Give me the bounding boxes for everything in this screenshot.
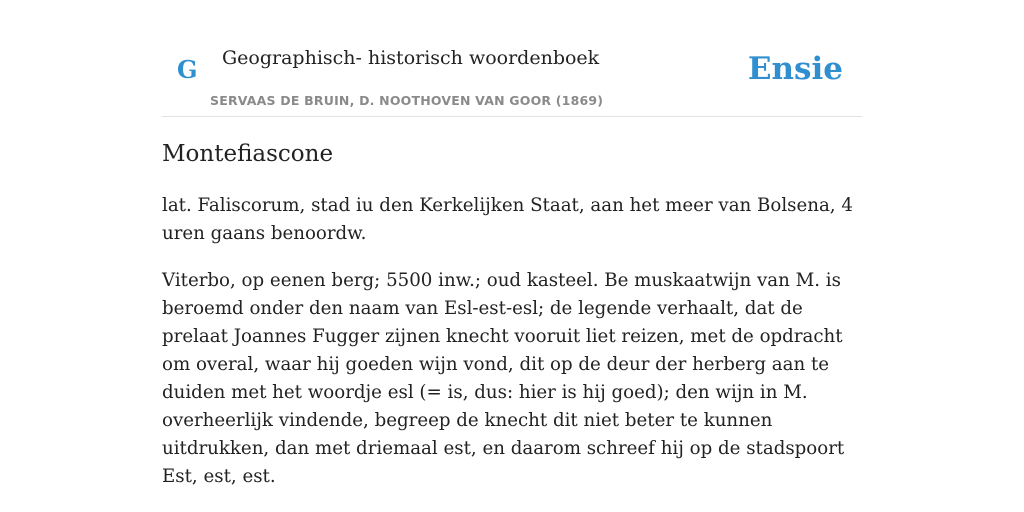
book-header [162, 0, 862, 117]
ensie-brand-link[interactable]: Ensie [747, 51, 843, 87]
page-container [162, 0, 862, 512]
entry-paragraph: lat. Faliscorum, stad iu den Kerkelijken Staat, aan het meer van Bolsena, 4 uren gaans benoordw. [162, 195, 853, 244]
book-title-link[interactable]: Geographisch- historisch woordenboek [222, 47, 600, 69]
entry-title: Montefiascone [162, 141, 334, 167]
entry-body [162, 192, 862, 510]
entry-paragraph: Viterbo, op eenen berg; 5500 inw.; oud kasteel. Be muskaatwijn van M. is beroemd onder den naam van Esl-est-esl; de legende verhaalt, dat de prelaat Joannes Fugger zijnen knecht vooruit liet reizen, met de opdracht om overal, waar hij goeden wijn vond, dit op de deur der herberg aan te duiden met het woordje esl (= is, dus: hier is hij goed); den wijn in M. overheerlijk vindende, begreep de knecht dit niet beter te kunnen uitdrukken, dan met driemaal est, en daarom schreef hij op de stadspoort Est, est, est. [162, 270, 845, 487]
book-authors: SERVAAS DE BRUIN, D. NOOTHOVEN VAN GOOR (1869) [210, 93, 604, 108]
book-logo[interactable]: G [177, 55, 198, 84]
